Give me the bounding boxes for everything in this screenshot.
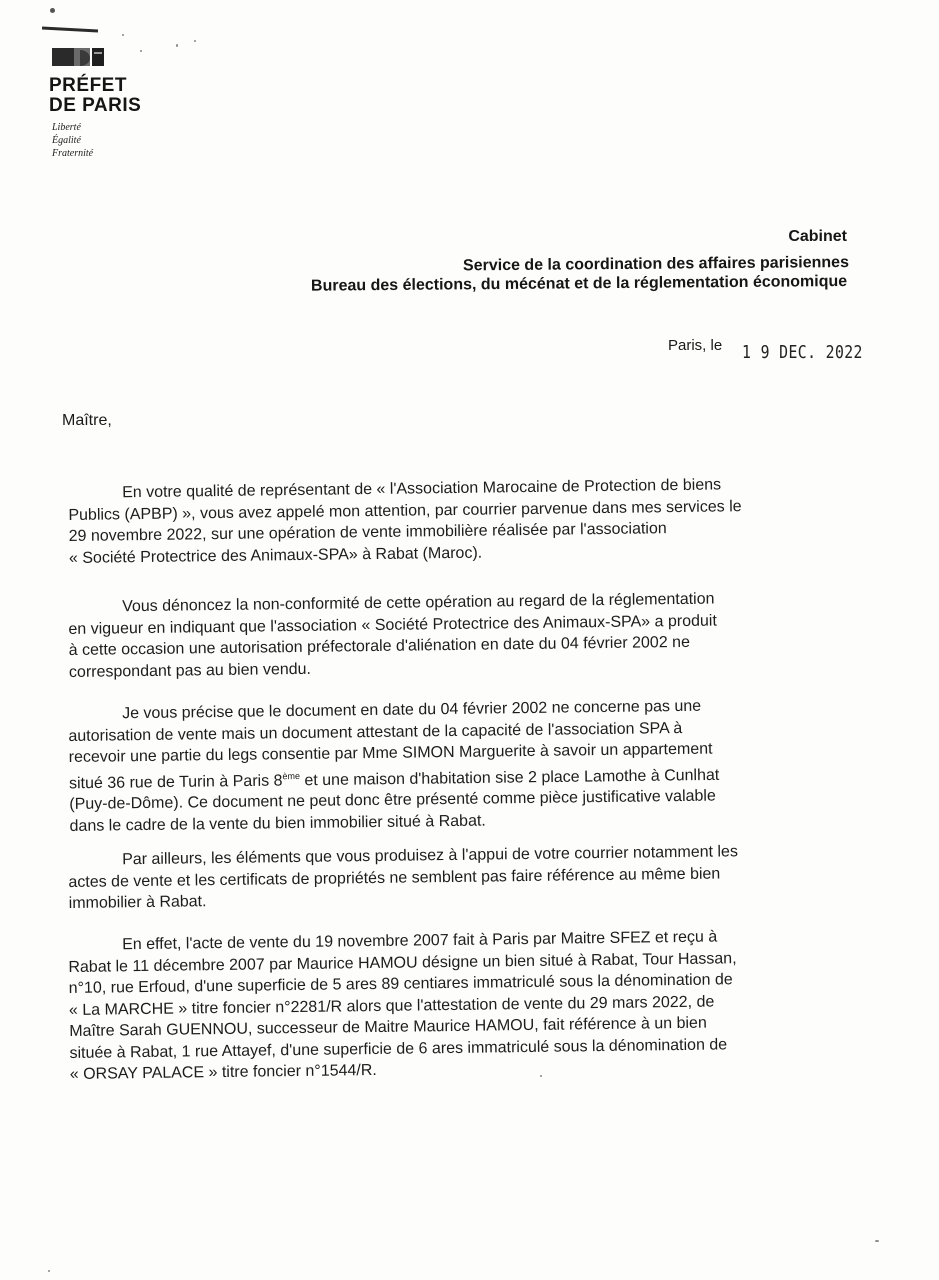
paragraph-4 — [68, 840, 863, 915]
salutation: Maître, — [62, 412, 112, 429]
paragraph-line: (Puy-de-Dôme). Ce document ne peut donc être présenté comme pièce justificative valable — [69, 787, 716, 814]
paragraph-line: actes de vente et les certificats de propriétés ne semblent pas faire référence au même bien — [68, 864, 721, 891]
header-service: Service de la coordination des affaires parisiennes — [462, 254, 850, 275]
paragraph-line: Publics (APBP) », vous avez appelé mon attention, par courrier parvenue dans mes services le — [68, 497, 742, 524]
paragraph-line: recevoir une partie du legs consentie par Mme SIMON Marguerite à savoir un appartement — [68, 740, 713, 766]
devise-egalite: Égalité — [52, 135, 81, 146]
paragraph-line: « ORSAY PALACE » titre foncier n°1544/R. — [69, 1061, 377, 1083]
paragraph-line: à cette occasion une autorisation préfectorale d'aliénation en date du 04 février 2002 ne — [68, 633, 691, 659]
devise-liberte: Liberté — [52, 122, 81, 133]
paragraph-line: En effet, l'acte de vente du 19 novembre 2007 fait à Paris par Maitre SFEZ et reçu à — [122, 928, 718, 954]
paragraph-1 — [68, 473, 863, 569]
paragraph-line: n°10, rue Erfoud, d'une superficie de 5 ares 89 centiares immatriculé sous la dénomination de — [68, 971, 733, 997]
scan-speck — [875, 1240, 879, 1242]
paragraph-line: immobilier à Rabat. — [68, 893, 207, 912]
paragraph-line: Rabat le 11 décembre 2007 par Maurice HAMOU désigne un bien situé à Rabat, Tour Hassan, — [68, 949, 737, 976]
scan-speck — [176, 44, 178, 47]
paragraph-text: situé 36 rue de Turin à Paris 8 — [68, 772, 283, 792]
scan-speck — [194, 40, 196, 42]
superscript-eme: ème — [282, 770, 300, 781]
paragraph-line: correspondant pas au bien vendu. — [68, 660, 312, 681]
date-stamp: 1 9 DEC. 2022 — [742, 342, 863, 363]
paragraph-line: 29 novembre 2022, sur une opération de vente immobilière réalisée par l'association — [68, 520, 667, 545]
scan-speck — [140, 50, 142, 52]
paragraph-5 — [68, 925, 864, 1086]
paragraph-2 — [68, 587, 863, 683]
paragraph-line: Je vous précise que le document en date du 04 février 2002 ne concerne pas une — [122, 697, 702, 723]
logo-rule — [42, 27, 98, 33]
paragraph-line: située à Rabat, 1 rue Attayef, d'une superficie de 6 ares immatriculé sous la dénomination de — [69, 1035, 728, 1062]
paragraph-line: dans le cadre de la vente du bien immobilier situé à Rabat. — [69, 812, 486, 835]
header-bureau: Bureau des élections, du mécénat et de la réglementation économique — [310, 273, 848, 295]
prefet-title-line2: DE PARIS — [49, 95, 142, 116]
scan-speck — [540, 1075, 542, 1077]
paragraph-line: « Société Protectrice des Animaux-SPA» à Rabat (Maroc). — [68, 544, 483, 567]
paragraph-line: « La MARCHE » titre foncier n°2281/R alors que l'attestation de vente du 29 mars 2022, de — [68, 993, 715, 1019]
paragraph-3 — [68, 694, 864, 838]
prefet-title-line1: PRÉFET — [49, 75, 127, 96]
devise-fraternite: Fraternité — [52, 148, 94, 159]
paragraph-line: Vous dénoncez la non-conformité de cette opération au regard de la réglementation — [122, 590, 715, 616]
date-label: Paris, le — [668, 337, 723, 354]
header-cabinet: Cabinet — [788, 228, 847, 245]
paragraph-line: En votre qualité de représentant de « l'Association Marocaine de Protection de biens — [122, 476, 722, 502]
paragraph-text: et une maison d'habitation sise 2 place Lamothe à Cunlhat — [299, 766, 720, 789]
scan-mark — [50, 8, 55, 13]
paragraph-line: Par ailleurs, les éléments que vous produisez à l'appui de votre courrier notamment les — [122, 843, 739, 869]
scan-speck — [48, 1270, 50, 1272]
paragraph-line: en vigueur en indiquant que l'association « Société Protectrice des Animaux-SPA» a produit — [68, 612, 717, 638]
paragraph-line: Maître Sarah GUENNOU, successeur de Maitre Maurice HAMOU, fait référence à un bien — [69, 1014, 707, 1040]
paragraph-line: autorisation de vente mais un document attestant de la capacité de l'association SPA à — [68, 719, 683, 745]
marianne-logo-icon — [50, 44, 106, 70]
scan-speck — [122, 34, 124, 36]
